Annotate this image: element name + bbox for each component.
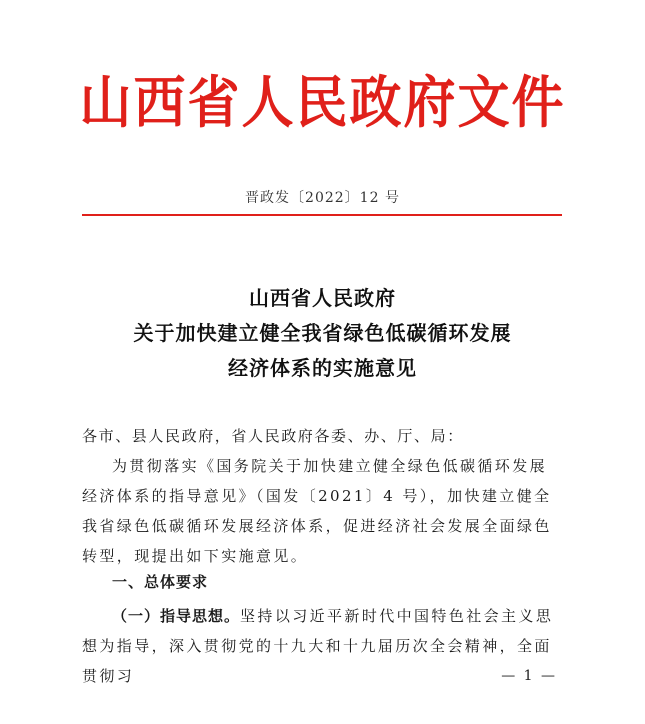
subsection-text: 坚持以习近平新时代中国特色社会主义思想为指导，深入贯彻党的十九大和十九届历次全会精神，全面贯彻习 (82, 607, 554, 685)
paragraph-1: 为贯彻落实《国务院关于加快建立健全绿色低碳循环发展经济体系的指导意见》（国发〔2021〕4 号），加快建立健全我省绿色低碳循环发展经济体系，促进经济社会发展全面绿色转型，现提出如下实施意见。 (82, 457, 552, 565)
title-line-1: 山西省人民政府 (249, 286, 396, 310)
document-header: 山西省人民政府文件 (79, 69, 566, 136)
title-line-2: 关于加快建立健全我省绿色低碳循环发展 (133, 321, 512, 345)
paragraph-2 (82, 601, 562, 691)
red-divider-line (82, 214, 562, 216)
document-number: 晋政发〔2022〕12 号 (245, 190, 400, 206)
subsection-label: （一）指导思想。 (112, 607, 241, 625)
page-number: — 1 — (501, 668, 557, 684)
salutation: 各市、县人民政府，省人民政府各委、办、厅、局： (82, 427, 464, 445)
title-line-3: 经济体系的实施意见 (228, 356, 417, 380)
section-heading-1: 一、总体要求 (112, 573, 209, 591)
